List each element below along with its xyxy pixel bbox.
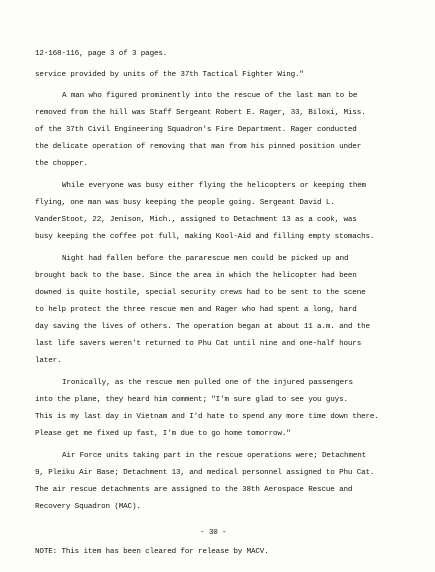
text-line: the chopper. <box>35 160 88 168</box>
text-line: service provided by units of the 37th Tactical Fighter Wing." <box>35 71 304 79</box>
text-line: Night had fallen before the pararescue men could be picked up and <box>62 255 349 263</box>
page-number: - 30 - <box>200 529 227 537</box>
text-line: last life savers weren't returned to Phu Cat until nine and one-half hours <box>35 340 362 348</box>
text-line: Please get me fixed up fast, I'm due to go home tomorrow." <box>35 430 291 438</box>
text-line: This is my last day in Vietnam and I'd hate to spend any more time down there. <box>35 413 379 421</box>
text-line: Recovery Squadron (MAC). <box>35 503 141 511</box>
text-line: flying, one man was busy keeping the people going. Sergeant David L. <box>35 199 335 207</box>
text-line: The air rescue detachments are assigned to the 38th Aerospace Rescue and <box>35 486 353 494</box>
text-line: the delicate operation of removing that man from his pinned position under <box>35 143 362 151</box>
text-line: Air Force units taking part in the rescue operations were; Detachment <box>62 452 367 460</box>
text-line: later. <box>35 357 62 365</box>
text-line: A man who figured prominently into the rescue of the last man to be <box>62 92 358 100</box>
text-line: VanderStoot, 22, Jenison, Mich., assigned to Detachment 13 as a cook, was <box>35 216 357 224</box>
document-reference: 12-168-116, page 3 of 3 pages. <box>35 50 168 58</box>
text-line: brought back to the base. Since the area in which the helicopter had been <box>35 272 357 280</box>
text-line: While everyone was busy either flying the helicopters or keeping them <box>62 182 367 190</box>
text-line: to help protect the three rescue men and Rager who had spent a long, hard <box>35 306 357 314</box>
footer-note: NOTE: This item has been cleared for release by MACV. <box>35 548 269 556</box>
text-line: into the plane, they heard him comment; "I'm sure glad to see you guys. <box>35 396 348 404</box>
text-line: 9, Pleiku Air Base; Detachment 13, and medical personnel assigned to Phu Cat. <box>35 469 375 477</box>
text-line: of the 37th Civil Engineering Squadron's Fire Department. Rager conducted <box>35 126 357 134</box>
text-line: busy keeping the coffee pot full, making Kool-Aid and filling empty stomachs. <box>35 233 375 241</box>
text-line: removed from the hill was Staff Sergeant Robert E. Rager, 33, Biloxi, Miss. <box>35 109 366 117</box>
text-line: downed is quite hostile, special security crews had to be sent to the scene <box>35 289 366 297</box>
text-line: day saving the lives of others. The operation began at about 11 a.m. and the <box>35 323 370 331</box>
text-line: Ironically, as the rescue men pulled one of the injured passengers <box>62 379 353 387</box>
